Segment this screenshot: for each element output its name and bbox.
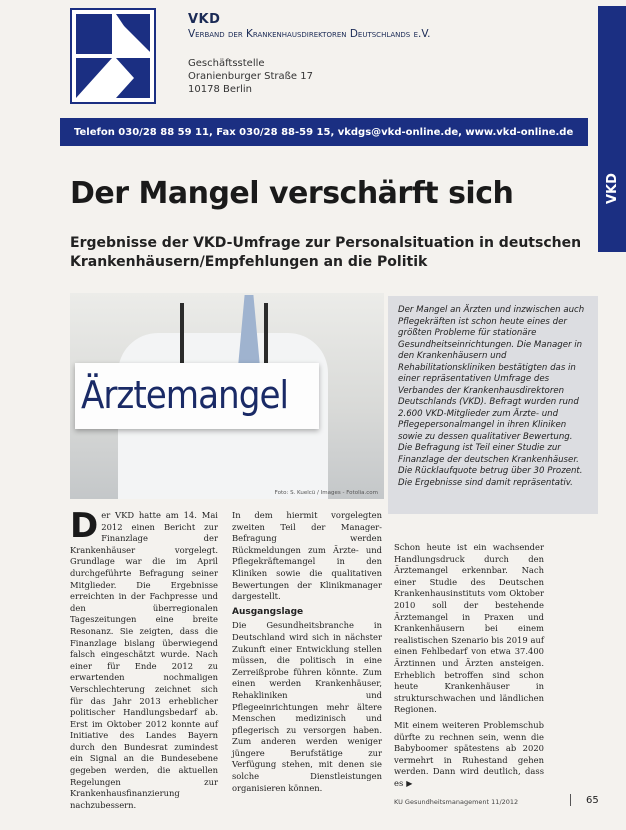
sign-card-text: Ärztemangel	[81, 373, 288, 417]
journal-footer: KU Gesundheitsmanagement 11/2012	[394, 798, 519, 806]
sign-card	[75, 363, 319, 429]
dropcap: D	[70, 506, 99, 546]
photo-credit: Foto: S. Kuelcü / Images - Fotolia.com	[274, 490, 378, 496]
article-photo	[70, 293, 384, 499]
vkd-logo	[70, 8, 156, 104]
address-block	[188, 57, 313, 96]
intro-box-text: Der Mangel an Ärzten und inzwischen auch Pflegekräften ist schon heute eines der größten Probleme für stationäre Gesundheitseinrichtungen. Die Manager in den Krankenhäusern und Rehabilitationskliniken bestätigten das in einer repräsentativen Umfrage des Verbandes der Krankenhausdirektoren Deutschlands (VKD). Befragt wurden rund 2.600 VKD-Mitglieder zum Ärzte- und Pflegepersonalmangel in ihren Kliniken sowie zu dessen qualitativer Bewertung. Die Befragung ist Teil einer Studie zur Finanzlage der deutschen Krankenhäuser. Die Rücklaufquote betrug über 30 Prozent. Die Ergebnisse sind damit repräsentativ.	[398, 305, 585, 488]
side-tab-label: VKD	[605, 173, 620, 204]
article-title: Der Mangel verschärft sich	[70, 176, 514, 211]
column-3-paragraph-1: Schon heute ist ein wachsender Handlungsdruck durch den Ärztemangel erkennbar. Nach einer Studie des Deutschen Krankenhausinstituts vom Oktober 2010 soll der bestehende Ärztemangel in Praxen und Krankenhäusern bei einem realistischen Szenario bis 2019 auf einen Fehlbedarf von etwa 37.400 Ärztinnen und Ärzten ansteigen. Erheblich betroffen sind schon heute Krankenhäuser in strukturschwachen und ländlichen Regionen.	[394, 542, 544, 715]
column-3-paragraph-2-text: Mit einem weiteren Problemschub dürfte zu rechnen sein, wenn die Babyboomer spätestens ab 2020 vermehrt in Ruhestand gehen werden. Dann wird deutlich, dass es	[394, 719, 544, 788]
side-tab	[598, 6, 626, 252]
column-2-intro: In dem hiermit vorgelegten zweiten Teil der Manager-Befragung werden Rückmeldungen zum Ärzte- und Pflegekräftemangel in den Kliniken sowie die qualitativen Bewertungen der Klinikmanager dargestellt.	[232, 510, 382, 602]
org-abbreviation: VKD	[188, 12, 221, 27]
article-subtitle: Ergebnisse der VKD-Umfrage zur Personalsituation in deutschen Krankenhäusern/Empfehlungen an die Politik	[70, 235, 582, 270]
column-2-body: Die Gesundheitsbranche in Deutschland wird sich in nächster Zukunft einer Entwicklung stellen müssen, die politisch in eine Zerreißprobe führen könnte. Zum einen werden Krankenhäuser, Rehakliniken und Pflegeeinrichtungen mehr ältere Menschen medizinisch und pflegerisch zu versorgen haben. Zum anderen werden weniger jüngere Berufstätige zur Verfügung stehen, mit denen sie solche Dienstleistungen organisieren können.	[232, 620, 382, 793]
section-heading: Ausgangslage	[232, 606, 304, 617]
address-line: Geschäftsstelle	[188, 58, 265, 69]
column-1	[70, 506, 218, 811]
column-1-text: er VKD hatte am 14. Mai 2012 einen Bericht zur Finanzlage der Krankenhäuser vorgelegt. Grundlage war die im April durchgeführte Befragung seiner Mitglieder. Die Ergebnisse erreichten in der Fachpresse und den überregionalen Tageszeitungen eine breite Resonanz. Sie zeigten, dass die Finanzlage bislang überwiegend falsch eingeschätzt wurde. Nach einer für Ende 2012 zu erwartenden nochmaligen Verschlechterung zeichnet sich für das Jahr 2013 erheblicher politischer Handlungsbedarf ab. Erst im Oktober 2012 konnte auf Initiative des Landes Bayern durch den Bundesrat zumindest ein Signal an die Bundesebene gegeben werden, die aktuellen Regelungen zur Krankenhausfinanzierung nachzubessern.	[70, 510, 218, 810]
footer-divider	[570, 794, 571, 806]
address-line: 10178 Berlin	[188, 84, 253, 95]
column-3	[394, 542, 544, 793]
column-3-paragraph-2	[394, 720, 544, 790]
continue-arrow-icon: ▶	[406, 778, 413, 788]
column-2	[232, 510, 382, 798]
contact-bar: Telefon 030/28 88 59 11, Fax 030/28 88-59 15, vkdgs@vkd-online.de, www.vkd-online.de	[60, 118, 588, 146]
org-name: Verband der Krankenhausdirektoren Deutschlands e.V.	[188, 28, 431, 40]
org-header	[188, 12, 568, 40]
page-number: 65	[586, 795, 599, 806]
address-line: Oranienburger Straße 17	[188, 71, 313, 82]
